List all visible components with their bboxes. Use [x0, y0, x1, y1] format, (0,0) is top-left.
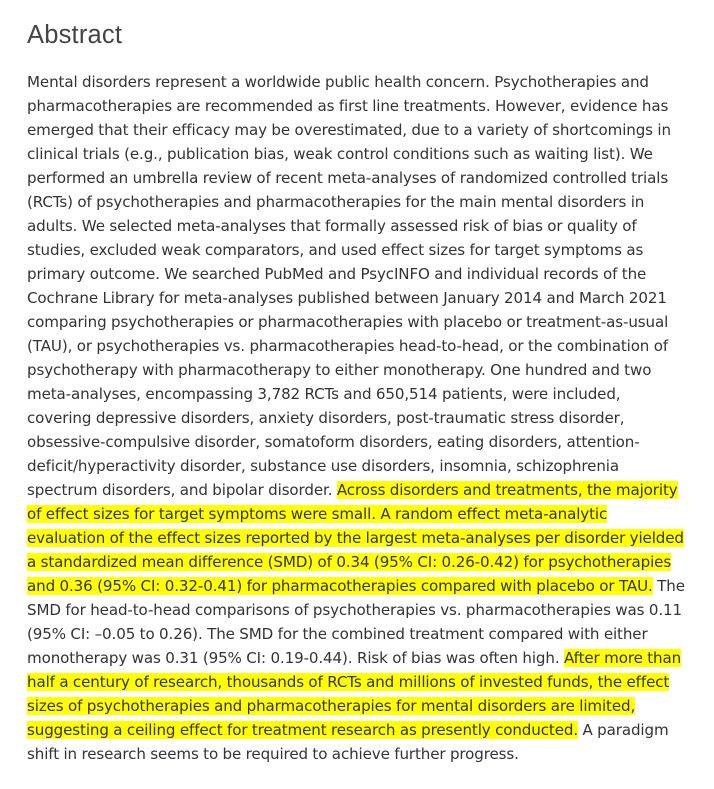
- highlighted-text-segment: Across disorders and treatments, the majority of effect sizes for target symptoms were small. A random effect meta-analytic evaluation of the effect sizes reported by the largest meta-analyses per disorder yielded a standardized mean difference (SMD) of 0.34 (95% CI: 0.26-0.42) for psychotherapies and 0.36 (95% CI: 0.32-0.41) for pharmacotherapies compared with placebo or TAU.: [27, 481, 684, 595]
- abstract-section: [27, 18, 687, 766]
- abstract-paragraph: [27, 70, 687, 766]
- abstract-text-segment: The SMD for head-to-head comparisons of psychotherapies vs. pharmacotherapies was 0.11 (95% CI: –0.05 to 0.26). The SMD for the combined treatment compared with either monotherapy was 0.31 (95% CI: 0.19-0.44). Risk of bias was often high.: [27, 577, 685, 667]
- abstract-heading: Abstract: [27, 21, 123, 49]
- abstract-text-segment: A paradigm shift in research seems to be required to achieve further progress.: [27, 721, 669, 763]
- highlighted-text-segment: After more than half a century of research, thousands of RCTs and millions of invested funds, the effect sizes of psychotherapies and pharmacotherapies for mental disorders are limited, suggesting a ceiling effect for treatment research as presently conducted.: [27, 649, 682, 739]
- abstract-text-segment: Mental disorders represent a worldwide public health concern. Psychotherapies and pharmacotherapies are recommended as first line treatments. However, evidence has emerged that their efficacy may be overestimated, due to a variety of shortcomings in clinical trials (e.g., publication bias, weak control conditions such as waiting list). We performed an umbrella review of recent meta-analyses of randomized controlled trials (RCTs) of psychotherapies and pharmacotherapies for the main mental disorders in adults. We selected meta-analyses that formally assessed risk of bias or quality of studies, excluded weak comparators, and used effect sizes for target symptoms as primary outcome. We searched PubMed and PsycINFO and individual records of the Cochrane Library for meta-analyses published between January 2014 and March 2021 comparing psychotherapies or pharmacotherapies with placebo or treatment-as-usual (TAU), or psychotherapies vs. pharmacotherapies head-to-head, or the combination of psychotherapy with pharmacotherapy to either monotherapy. One hundred and two meta-analyses, encompassing 3,782 RCTs and 650,514 patients, were included, covering depressive disorders, anxiety disorders, post-traumatic stress disorder, obsessive-compulsive disorder, somatoform disorders, eating disorders, attention-deficit/hyperactivity disorder, substance use disorders, insomnia, schizophrenia spectrum disorders, and bipolar disorder.: [27, 73, 671, 499]
